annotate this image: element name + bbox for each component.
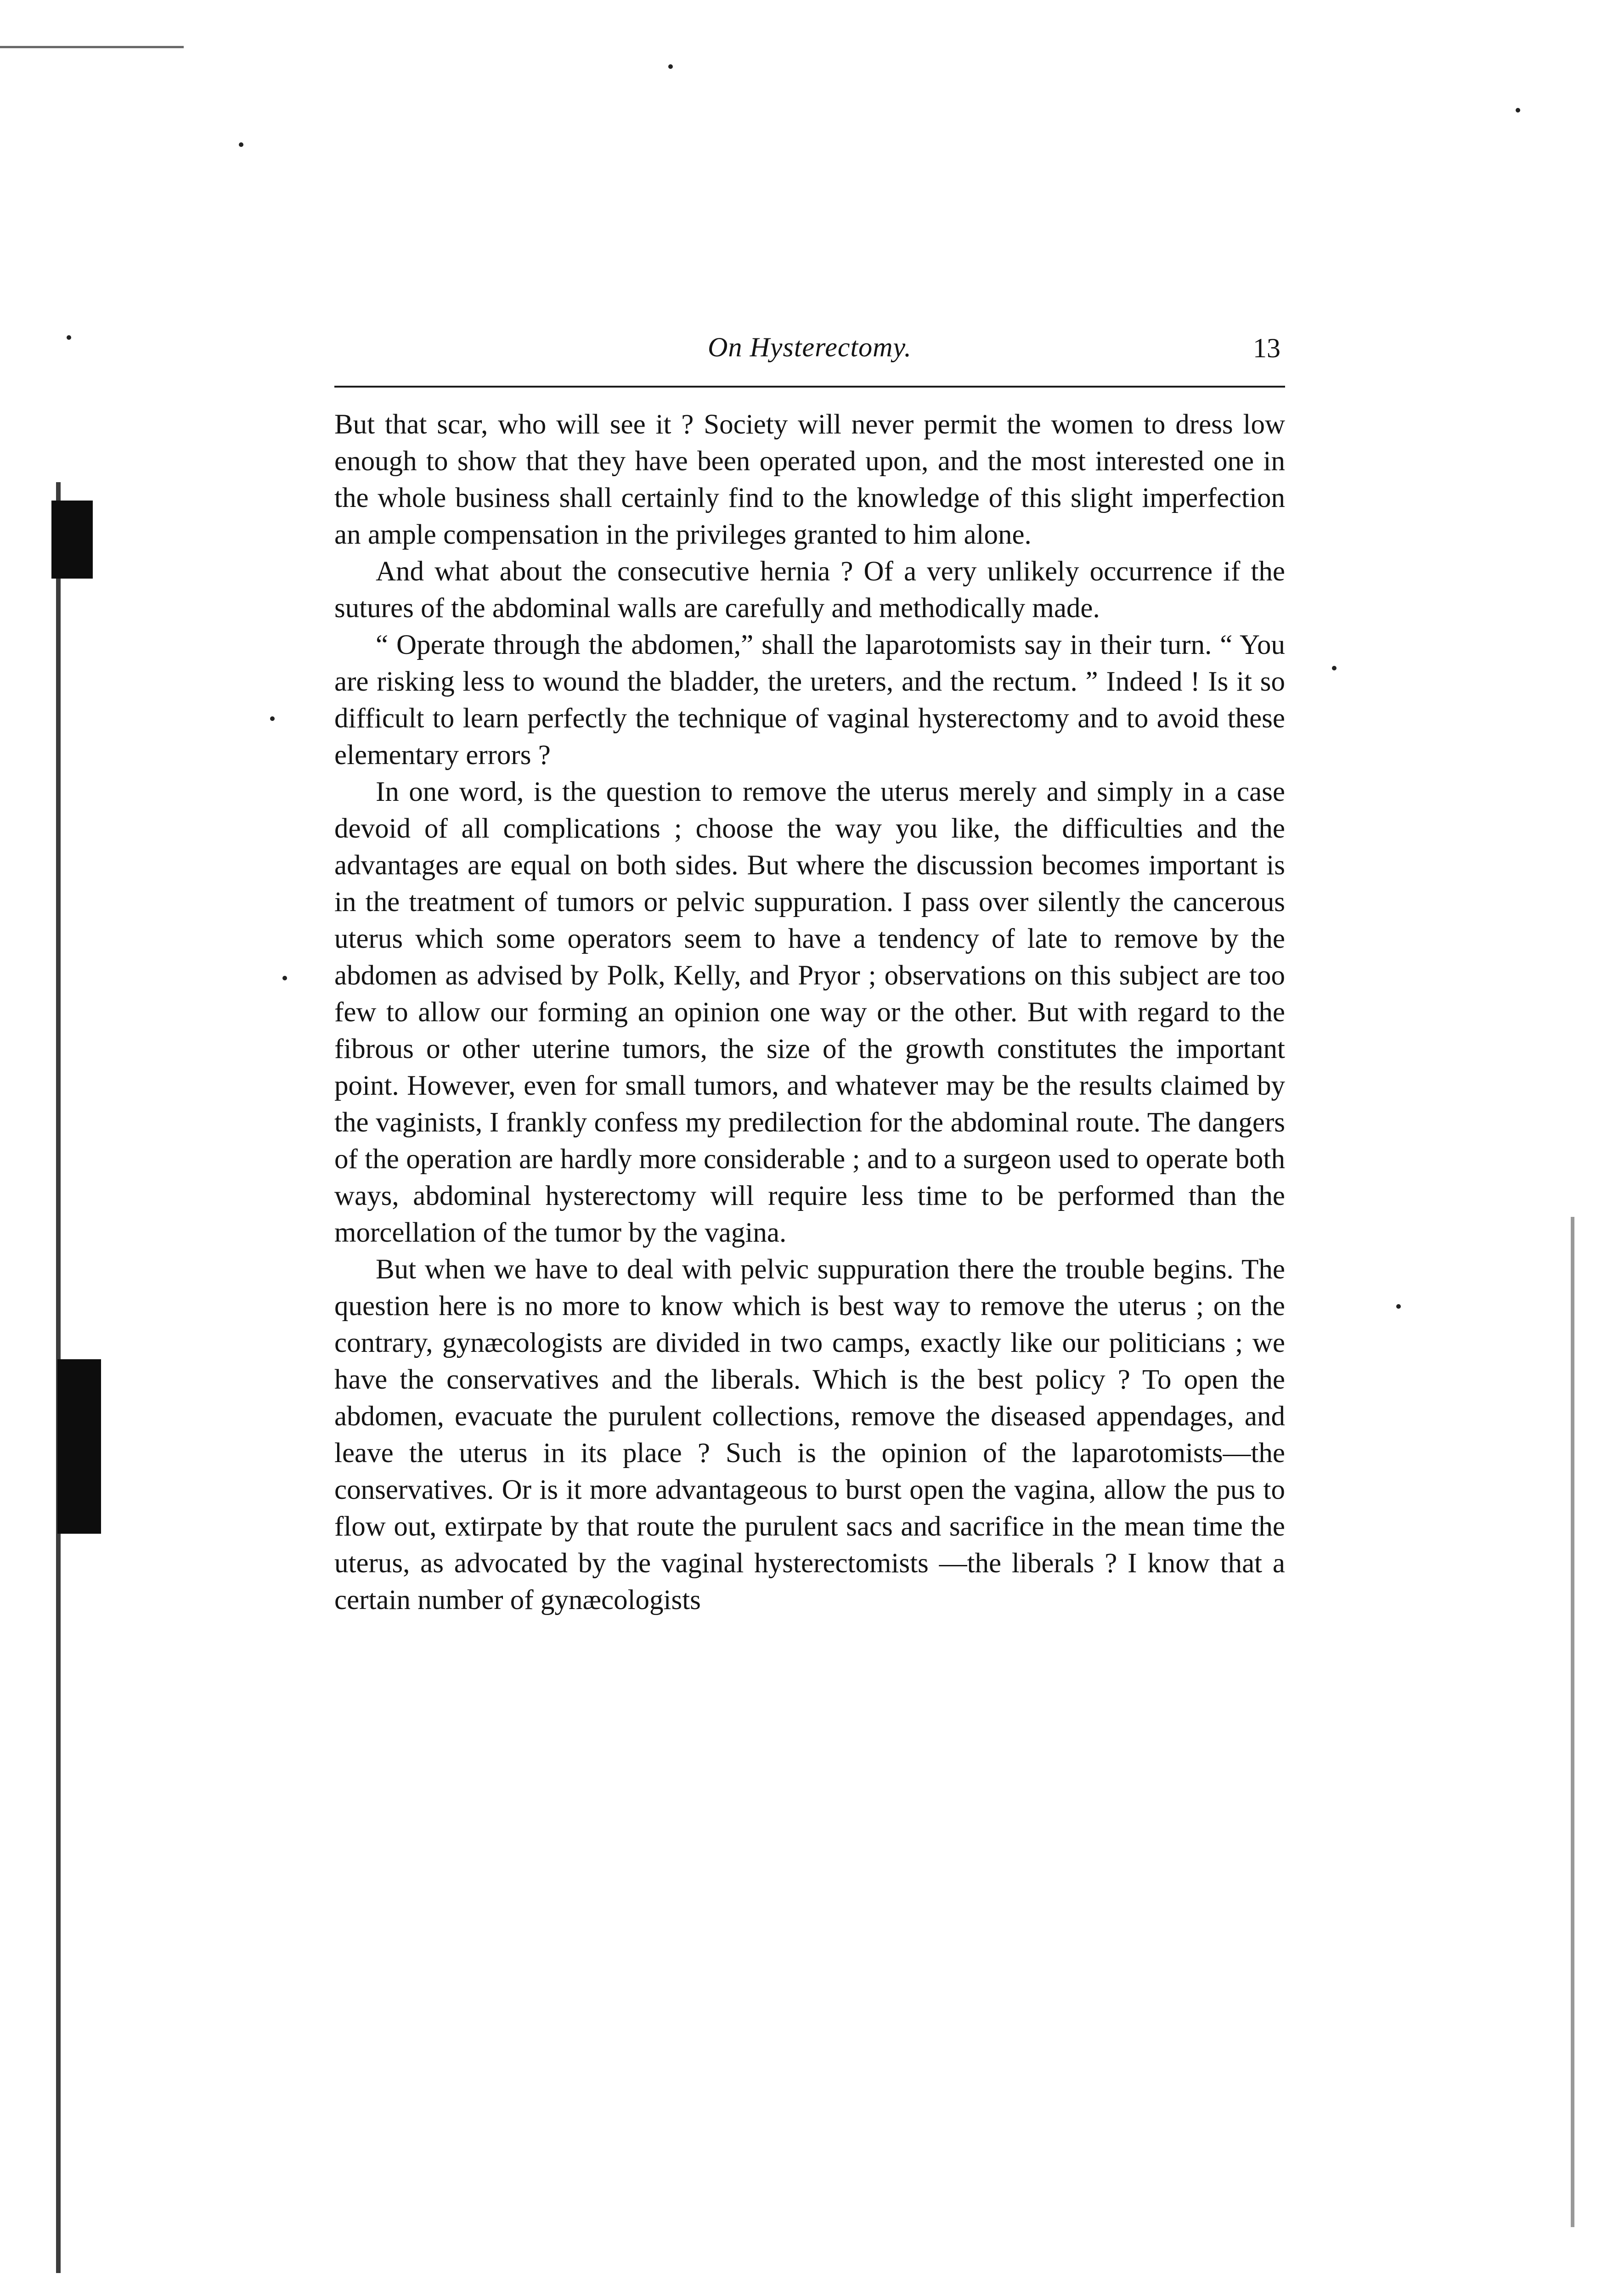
scan-edge-mark (1571, 1217, 1574, 2227)
running-header (334, 327, 1285, 373)
scan-ink-blot (51, 501, 93, 579)
page-number: 13 (1253, 333, 1280, 363)
scan-speck (67, 335, 71, 340)
paragraph-tumors: In one word, is the question to remove the uterus merely and simply in a case devoid of all complications ; choose the way you like, the difficulties and the advantages are equal on both sides. But where the discussion becomes important is in the treatment of tumors or pelvic suppuration. I pass over silently the cancerous uterus which some operators seem to have a tendency of late to remove by the abdomen as advised by Polk, Kelly, and Pryor ; observations on this subject are too few to allow our forming an opinion one way or the other. But with regard to the fibrous or other uterine tumors, the size of the growth constitutes the important point. However, even for small tumors, and whatever may be the results claimed by the vaginists, I frankly confess my predilection for the abdominal route. The dangers of the operation are hardly more considerable ; and to a surgeon used to operate both ways, abdominal hysterectomy will require less time to be performed than the morcellation of the tumor by the vagina. (334, 777, 1285, 1248)
paragraph-pelvic-suppuration: But when we have to deal with pelvic suppuration there the trouble begins. The question here is no more to know which is best way to remove the uterus ; on the contrary, gynæcologists are divided in two camps, exactly like our politicians ; we have the conservatives and the liberals. Which is the best policy ? To open the abdomen, evacuate the purulent collections, remove the diseased appendages, and leave the uterus in its place ? Such is the opinion of the laparotomists—the conservatives. Or is it more advantageous to burst open the vagina, allow the pus to flow out, extirpate by that route the purulent sacs and sacrifice in the mean time the uterus, as advocated by the vaginal hysterectomists —the liberals ? I know that a certain number of gynæcologists (334, 1254, 1285, 1615)
scan-speck (1516, 108, 1520, 113)
scan-speck (239, 142, 243, 147)
scan-speck (668, 64, 673, 69)
scan-speck (282, 976, 287, 980)
paragraph-scar: But that scar, who will see it ? Society will never permit the women to dress low enough to show that they have been operated upon, and the most interested one in the whole business shall certainly find to the knowledge of this slight imperfection an ample compensation in the privileges granted to him alone. (334, 409, 1285, 550)
scan-speck (270, 716, 275, 721)
paragraph-hernia: And what about the consecutive hernia ? Of a very unlikely occurrence if the sutures of the abdominal walls are carefully and methodically made. (334, 556, 1285, 624)
header-rule (334, 386, 1285, 388)
running-title: On Hysterectomy. (708, 332, 912, 362)
scan-speck (1332, 666, 1337, 670)
scan-speck (1396, 1304, 1401, 1309)
scan-edge-mark (0, 46, 184, 48)
body-text (334, 406, 1285, 1619)
scan-ink-blot (57, 1359, 101, 1534)
paragraph-laparotomists: “ Operate through the abdomen,” shall the laparotomists say in their turn. “ You are risking less to wound the bladder, the ureters, and the rectum. ” Indeed ! Is it so difficult to learn perfectly the technique of vaginal hysterectomy and to avoid these elementary errors ? (334, 630, 1285, 771)
